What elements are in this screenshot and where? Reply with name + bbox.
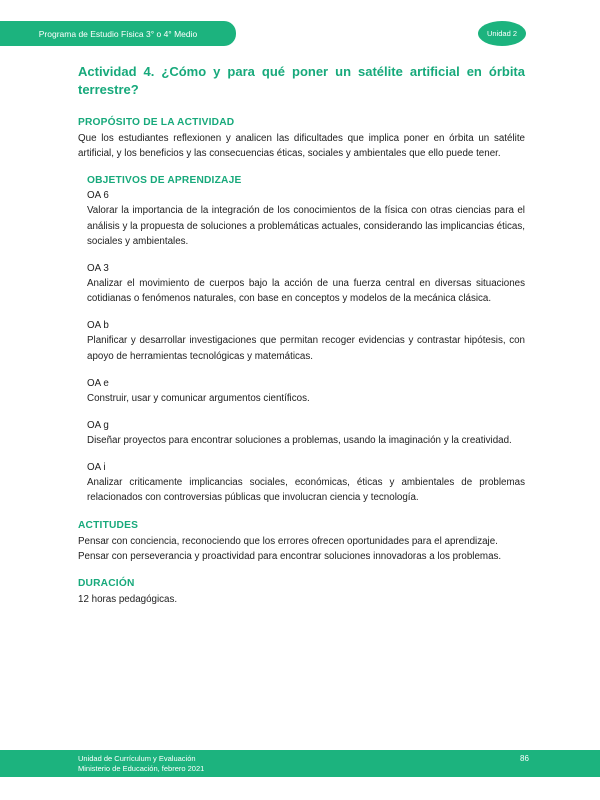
oa-text: Analizar criticamente implicancias sociales, económicas, éticas y ambientales de problemas relacionados con controversias públicas que involucran ciencia y tecnología. (87, 477, 525, 504)
unit-badge-label: Unidad 2 (486, 29, 518, 38)
actitudes-line: Pensar con perseverancia y proactividad para encontrar soluciones innovadoras a los problemas. (78, 550, 502, 562)
oa-code: OA b (87, 320, 109, 332)
activity-content (78, 63, 525, 607)
actitudes-line: Pensar con conciencia, reconociendo que los errores ofrecen oportunidades para el aprendizaje. (78, 535, 498, 547)
section-actitudes (78, 519, 525, 564)
section-duracion (78, 577, 525, 607)
oa-text: Construir, usar y comunicar argumentos científicos. (87, 392, 310, 404)
oa-item (87, 419, 525, 448)
section-objetivos (87, 174, 525, 505)
oa-code: OA i (87, 462, 106, 474)
oa-text: Planificar y desarrollar investigaciones que permitan recoger evidencias y contrastar hipótesis, con apoyo de herramientas tecnológicas y matemáticas. (87, 335, 525, 362)
proposito-body: Que los estudiantes reflexionen y analicen las dificultades que implica poner en órbita un satélite artificial, y los beneficios y las consecuencias éticas, sociales y ambientales que ello puede tener. (78, 133, 525, 160)
footer-bar (0, 750, 600, 777)
section-proposito (78, 116, 525, 161)
oa-code: OA g (87, 420, 109, 432)
objetivos-heading: OBJETIVOS DE APRENDIZAJE (87, 175, 242, 187)
footer-org-line1: Unidad de Currículum y Evaluación (78, 753, 196, 763)
duracion-body: 12 horas pedagógicas. (78, 594, 178, 606)
oa-text: Diseñar proyectos para encontrar soluciones a problemas, usando la imaginación y la creatividad. (87, 435, 512, 447)
oa-item (87, 189, 525, 249)
oa-item (87, 319, 525, 363)
oa-code: OA e (87, 377, 109, 389)
oa-item (87, 377, 525, 406)
actitudes-heading: ACTITUDES (78, 519, 139, 531)
duracion-heading: DURACIÓN (78, 578, 135, 590)
footer-org (78, 754, 204, 775)
proposito-heading: PROPÓSITO DE LA ACTIVIDAD (78, 117, 235, 128)
oa-code: OA 6 (87, 190, 109, 202)
oa-text: Analizar el movimiento de cuerpos bajo la acción de una fuerza central en diversas situaciones cotidianas o fenómenos naturales, con base en conceptos y modelos de la mecánica clásica. (87, 278, 525, 305)
oa-code: OA 3 (87, 263, 109, 275)
program-badge-label: Programa de Estudio Física 3° o 4° Medio (38, 28, 198, 39)
oa-text: Valorar la importancia de la integración de los conocimientos de la física con otras ciencias para el análisis y la propuesta de soluciones a problemáticas actuales, considerando las implicancias éticas, sociales y ambientales. (87, 205, 525, 247)
activity-title: Actividad 4. ¿Cómo y para qué poner un satélite artificial en órbita terrestre? (78, 64, 525, 97)
oa-item (87, 262, 525, 306)
program-badge (0, 21, 236, 46)
unit-badge (478, 21, 526, 46)
oa-item (87, 461, 525, 505)
footer-org-line2: Ministerio de Educación, febrero 2021 (78, 764, 205, 773)
page-number: 86 (520, 754, 529, 763)
